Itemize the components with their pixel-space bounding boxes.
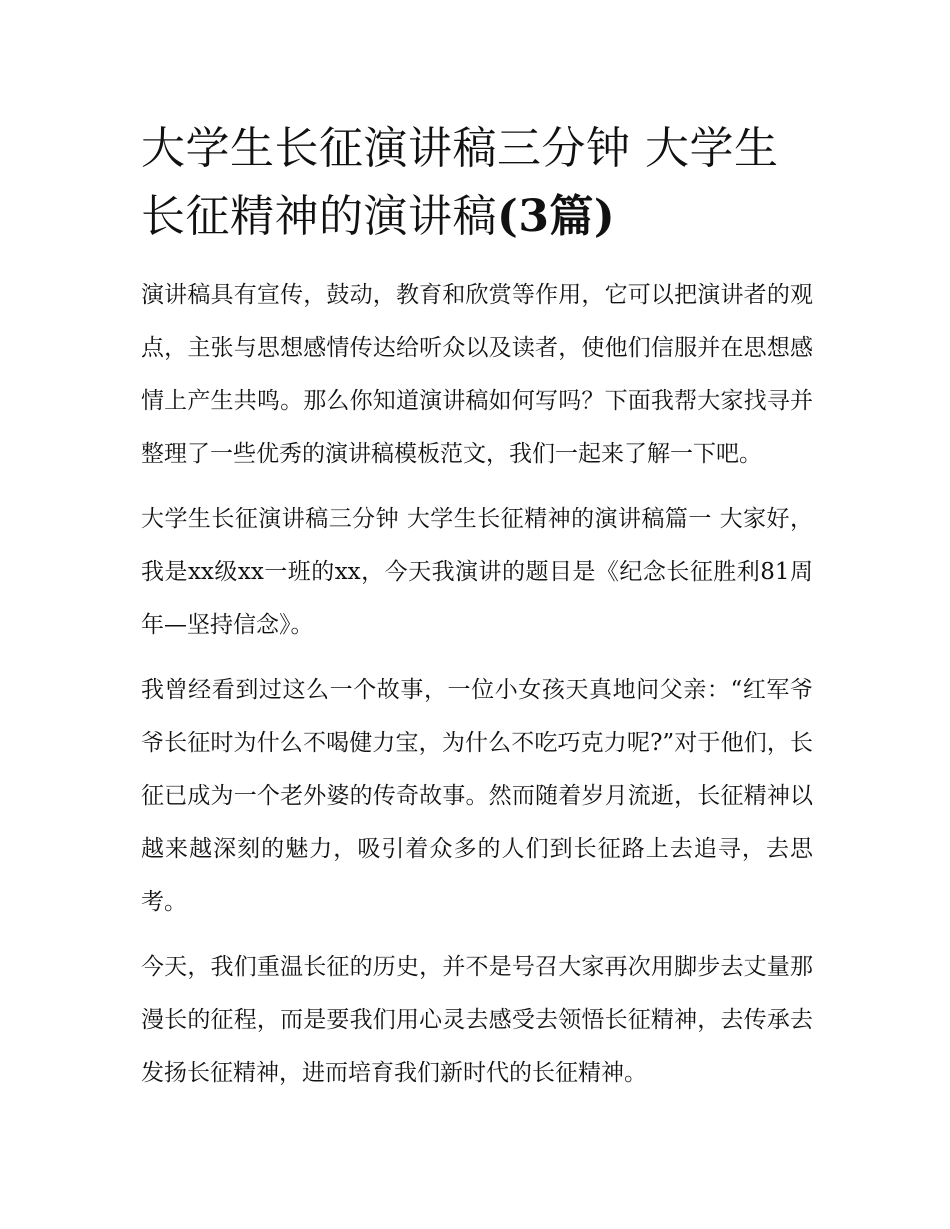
document-body — [141, 115, 813, 1100]
title-count-suffix: (3篇) — [497, 191, 616, 242]
paragraph-speech-opening: 大学生长征演讲稿三分钟 大学生长征精神的演讲稿篇一 大家好，我是xx级xx一班的xx，今天我演讲的题目是《纪念长征胜利81周年—坚持信念》。 — [141, 506, 813, 638]
paragraph-reflection: 今天，我们重温长征的历史，并不是号召大家再次用脚步去丈量那漫长的征程，而是要我们用心灵去感受去领悟长征精神，去传承去发扬长征精神，进而培育我们新时代的长征精神。 — [141, 954, 813, 1086]
document-title: 大学生长征演讲稿三分钟 大学生长征精神的演讲稿(3篇) — [141, 123, 779, 242]
paragraph-intro: 演讲稿具有宣传，鼓动，教育和欣赏等作用，它可以把演讲者的观点，主张与思想感情传达给听众以及读者，使他们信服并在思想感情上产生共鸣。那么你知道演讲稿如何写吗？下面我帮大家找寻并整理了一些优秀的演讲稿模板范文，我们一起来了解一下吧。 — [141, 282, 813, 467]
paragraph-story: 我曾经看到过这么一个故事，一位小女孩天真地问父亲：“红军爷爷长征时为什么不喝健力宝，为什么不吃巧克力呢?”对于他们，长征已成为一个老外婆的传奇故事。然而随着岁月流逝，长征精神以越来越深刻的魅力，吸引着众多的人们到长征路上去追寻，去思考。 — [141, 677, 813, 915]
